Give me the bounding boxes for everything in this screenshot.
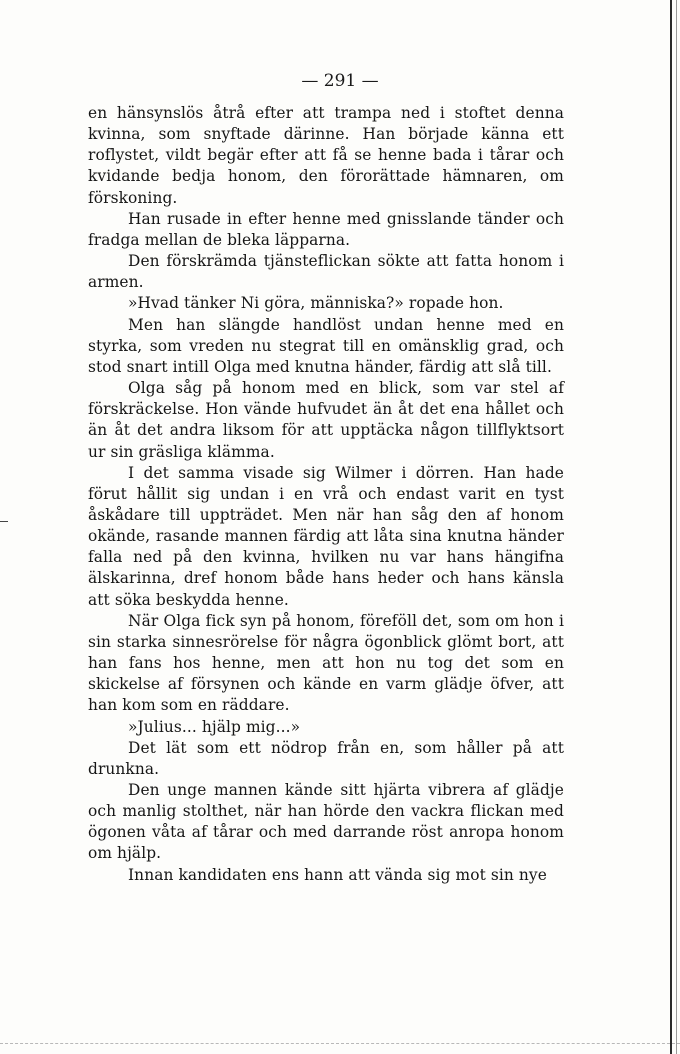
page-edge-line [670, 0, 672, 1054]
paragraph: Den förskrämda tjänsteflickan sökte att fatta honom i armen. [88, 252, 564, 292]
page-number: — 291 — [301, 71, 379, 91]
paragraph: Innan kandidaten ens hann att vända sig mot sin nye [128, 865, 547, 884]
paragraph: Den unge mannen kände sitt hjärta vibrera af glädje och manlig stolthet, när han hörde den vackra flickan med ögonen våta af tårar och med darrande röst anropa honom om hjälp. [88, 781, 564, 863]
paragraph: »Hvad tänker Ni göra, människa?» ropade hon. [128, 294, 504, 313]
paragraph: Det lät som ett nödrop från en, som håller på att drunkna. [88, 738, 564, 778]
margin-mark [0, 521, 8, 522]
page-edge-line-secondary [676, 0, 677, 1054]
page-bottom-edge [0, 1043, 680, 1044]
paragraph: »Julius... hjälp mig...» [128, 717, 301, 736]
paragraph: I det samma visade sig Wilmer i dörren. Han hade förut hållit sig undan i en vrå och endast varit en tyst åskådare till uppträdet. Men när han såg den af honom okände, rasande mannen färdig att låta sina knutna händer falla ned på den kvinna, hvilken nu var hans hängifna älskarinna, dref honom både hans heder och hans känsla att söka beskydda henne. [88, 463, 564, 609]
paragraph: Han rusade in efter henne med gnisslande tänder och fradga mellan de bleka läpparna. [88, 209, 564, 249]
paragraph: Olga såg på honom med en blick, som var stel af förskräckelse. Hon vände hufvudet än åt det ena hållet och än åt det andra liksom för att upptäcka någon tillflyktsort ur sin gräsliga klämma. [88, 379, 564, 461]
body-text [88, 103, 564, 886]
paragraph: en hänsynslös åtrå efter att trampa ned i stoftet denna kvinna, som snyftade därinne. Han började känna ett roflystet, vildt begär efter att få se henne bada i tårar och kvidande bedja honom, den förorättade hämnaren, om förskoning. [88, 104, 564, 207]
paragraph: När Olga fick syn på honom, föreföll det, som om hon i sin starka sinnesrörelse för några ögonblick glömt bort, att han fans hos henne, men att hon nu tog det som en skickelse af försynen och kände en varm glädje öfver, att han kom som en räddare. [88, 611, 564, 715]
paragraph: Men han slängde handlöst undan henne med en styrka, som vreden nu stegrat till en omänsklig grad, och stod snart intill Olga med knutna händer, färdig att slå till. [88, 315, 564, 376]
